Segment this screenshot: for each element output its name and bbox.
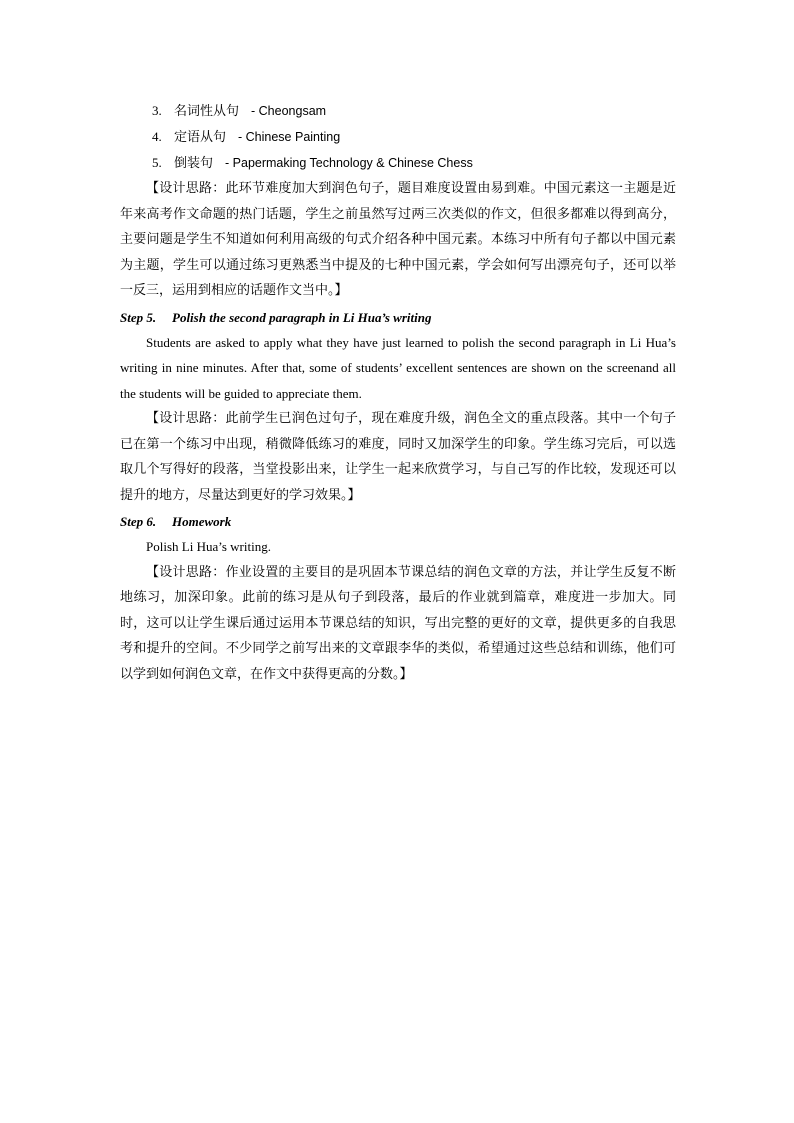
- step-description: Students are asked to apply what they have just learned to polish the second paragraph in Li Hua’s writing in nine minutes. After that, some of students’ excellent sentences are shown on the screenand all the students will be guided to appreciate them.: [120, 334, 676, 401]
- clause-type: 倒装句: [174, 156, 214, 171]
- step-number: Step 6.: [120, 514, 157, 529]
- step-heading: [120, 305, 676, 330]
- list-item: [152, 124, 676, 150]
- design-note-paragraph: 【设计思路：此环节难度加大到润色句子，题目难度设置由易到难。中国元素这一主题是近年来高考作文命题的热门话题，学生之前虽然写过两三次类似的作文，但很多都难以得到高分，主要问题是学生不知道如何利用高级的句式介绍各种中国元素。本练习中所有句子都以中国元素为主题，学生可以通过练习更熟悉当中提及的七种中国元素，学会如何写出漂亮句子，还可以举一反三，运用到相应的话题作文当中。】: [120, 181, 676, 298]
- list-item: [152, 98, 676, 124]
- step-description: Polish Li Hua’s writing.: [146, 539, 271, 554]
- clause-type: 名词性从句: [174, 104, 240, 119]
- design-note-paragraph: 【设计思路：作业设置的主要目的是巩固本节课总结的润色文章的方法，并让学生反复不断地练习，加深印象。此前的练习是从句子到段落，最后的作业就到篇章，难度进一步加大。同时，这可以让学生课后通过运用本节课总结的知识，写出完整的更好的文章，提供更多的自我思考和提升的空间。不少同学之前写出来的文章跟李华的类似，希望通过这些总结和训练，他们可以学到如何润色文章，在作文中获得更高的分数。】: [120, 564, 676, 682]
- step-title: Polish the second paragraph in Li Hua’s writing: [172, 309, 432, 325]
- step-number: Step 5.: [120, 309, 157, 325]
- chinese-element: - Cheongsam: [251, 104, 327, 118]
- clause-type: 定语从句: [174, 130, 227, 145]
- step-heading: [120, 509, 676, 534]
- list-number: 5.: [152, 155, 162, 170]
- list-number: 4.: [152, 129, 162, 144]
- list-item: [152, 150, 676, 176]
- design-note-paragraph: 【设计思路：此前学生已润色过句子，现在难度升级，润色全文的重点段落。其中一个句子已在第一个练习中出现，稍微降低练习的难度，同时又加深学生的印象。学生练习完后，可以选取几个写得好的段落，当堂投影出来，让学生一起来欣赏学习，与自己写的作比较，发现还可以提升的地方，尽量达到更好的学习效果。】: [120, 411, 676, 503]
- chinese-element: - Chinese Painting: [238, 130, 341, 144]
- list-number: 3.: [152, 103, 162, 118]
- step-title: Homework: [172, 514, 232, 529]
- document-page: [120, 98, 676, 687]
- chinese-element: - Papermaking Technology & Chinese Chess: [225, 156, 473, 170]
